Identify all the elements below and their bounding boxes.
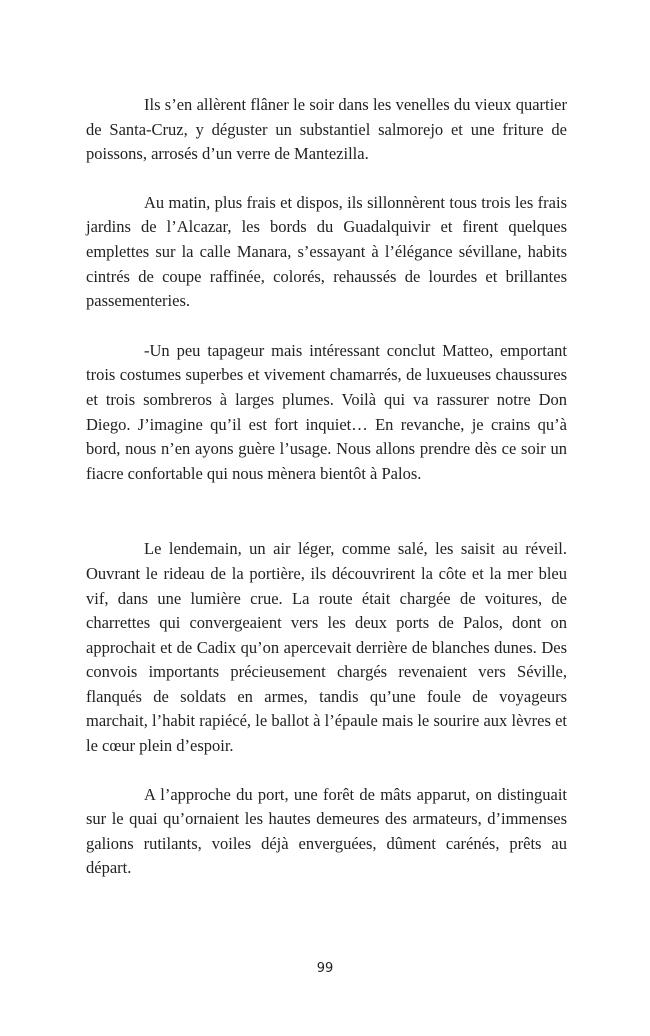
page-number: 99 [316,961,334,976]
paragraph-1: Ils s’en allèrent flâner le soir dans les venelles du vieux quartier de Santa-Cruz, y déguster un substantiel salmorejo et une friture de poissons, arrosés d’un verre de Mantezilla. [86,95,567,164]
page-body [86,93,567,881]
paragraph-2: Au matin, plus frais et dispos, ils sillonnèrent tous trois les frais jardins de l’Alcazar, les bords du Guadalquivir et firent quelques emplettes sur la calle Manara, s’essayant à l’élégance sévillane, habits cintrés de coupe raffinée, colorés, rehaussés de lourdes et brillantes passementeries. [86,192,567,311]
paragraph-4: Le lendemain, un air léger, comme salé, les saisit au réveil. Ouvrant le rideau de la portière, ils découvrirent la côte et la mer bleu vif, dans une lumière crue. La route était chargée de voitures, de charrettes qui convergeaient vers les deux ports de Palos, dont on approchait et de Cadix qu’on apercevait derrière de blanches dunes. Des convois importants précieusement chargés revenaient vers Séville, flanqués de soldats en armes, tandis qu’une foule de voyageurs marchait, l’habit rapiécé, le ballot à l’épaule mais le sourire aux lèvres et le cœur plein d’espoir. [86,539,567,756]
paragraph-3: -Un peu tapageur mais intéressant conclut Matteo, emportant trois costumes superbes et vivement chamarrés, de luxueuses chaussures et trois sombreros à larges plumes. Voilà qui va rassurer notre Don Diego. J’imagine qu’il est fort inquiet… En revanche, je crains qu’à bord, nous n’en ayons guère l’usage. Nous allons prendre dès ce soir un fiacre confortable qui nous mènera bientôt à Palos. [86,340,567,483]
paragraph-5: A l’approche du port, une forêt de mâts apparut, on distinguait sur le quai qu’ornaient les hautes demeures des armateurs, d’immenses galions rutilants, voiles déjà enverguées, dûment carénés, prêts au départ. [86,784,567,878]
